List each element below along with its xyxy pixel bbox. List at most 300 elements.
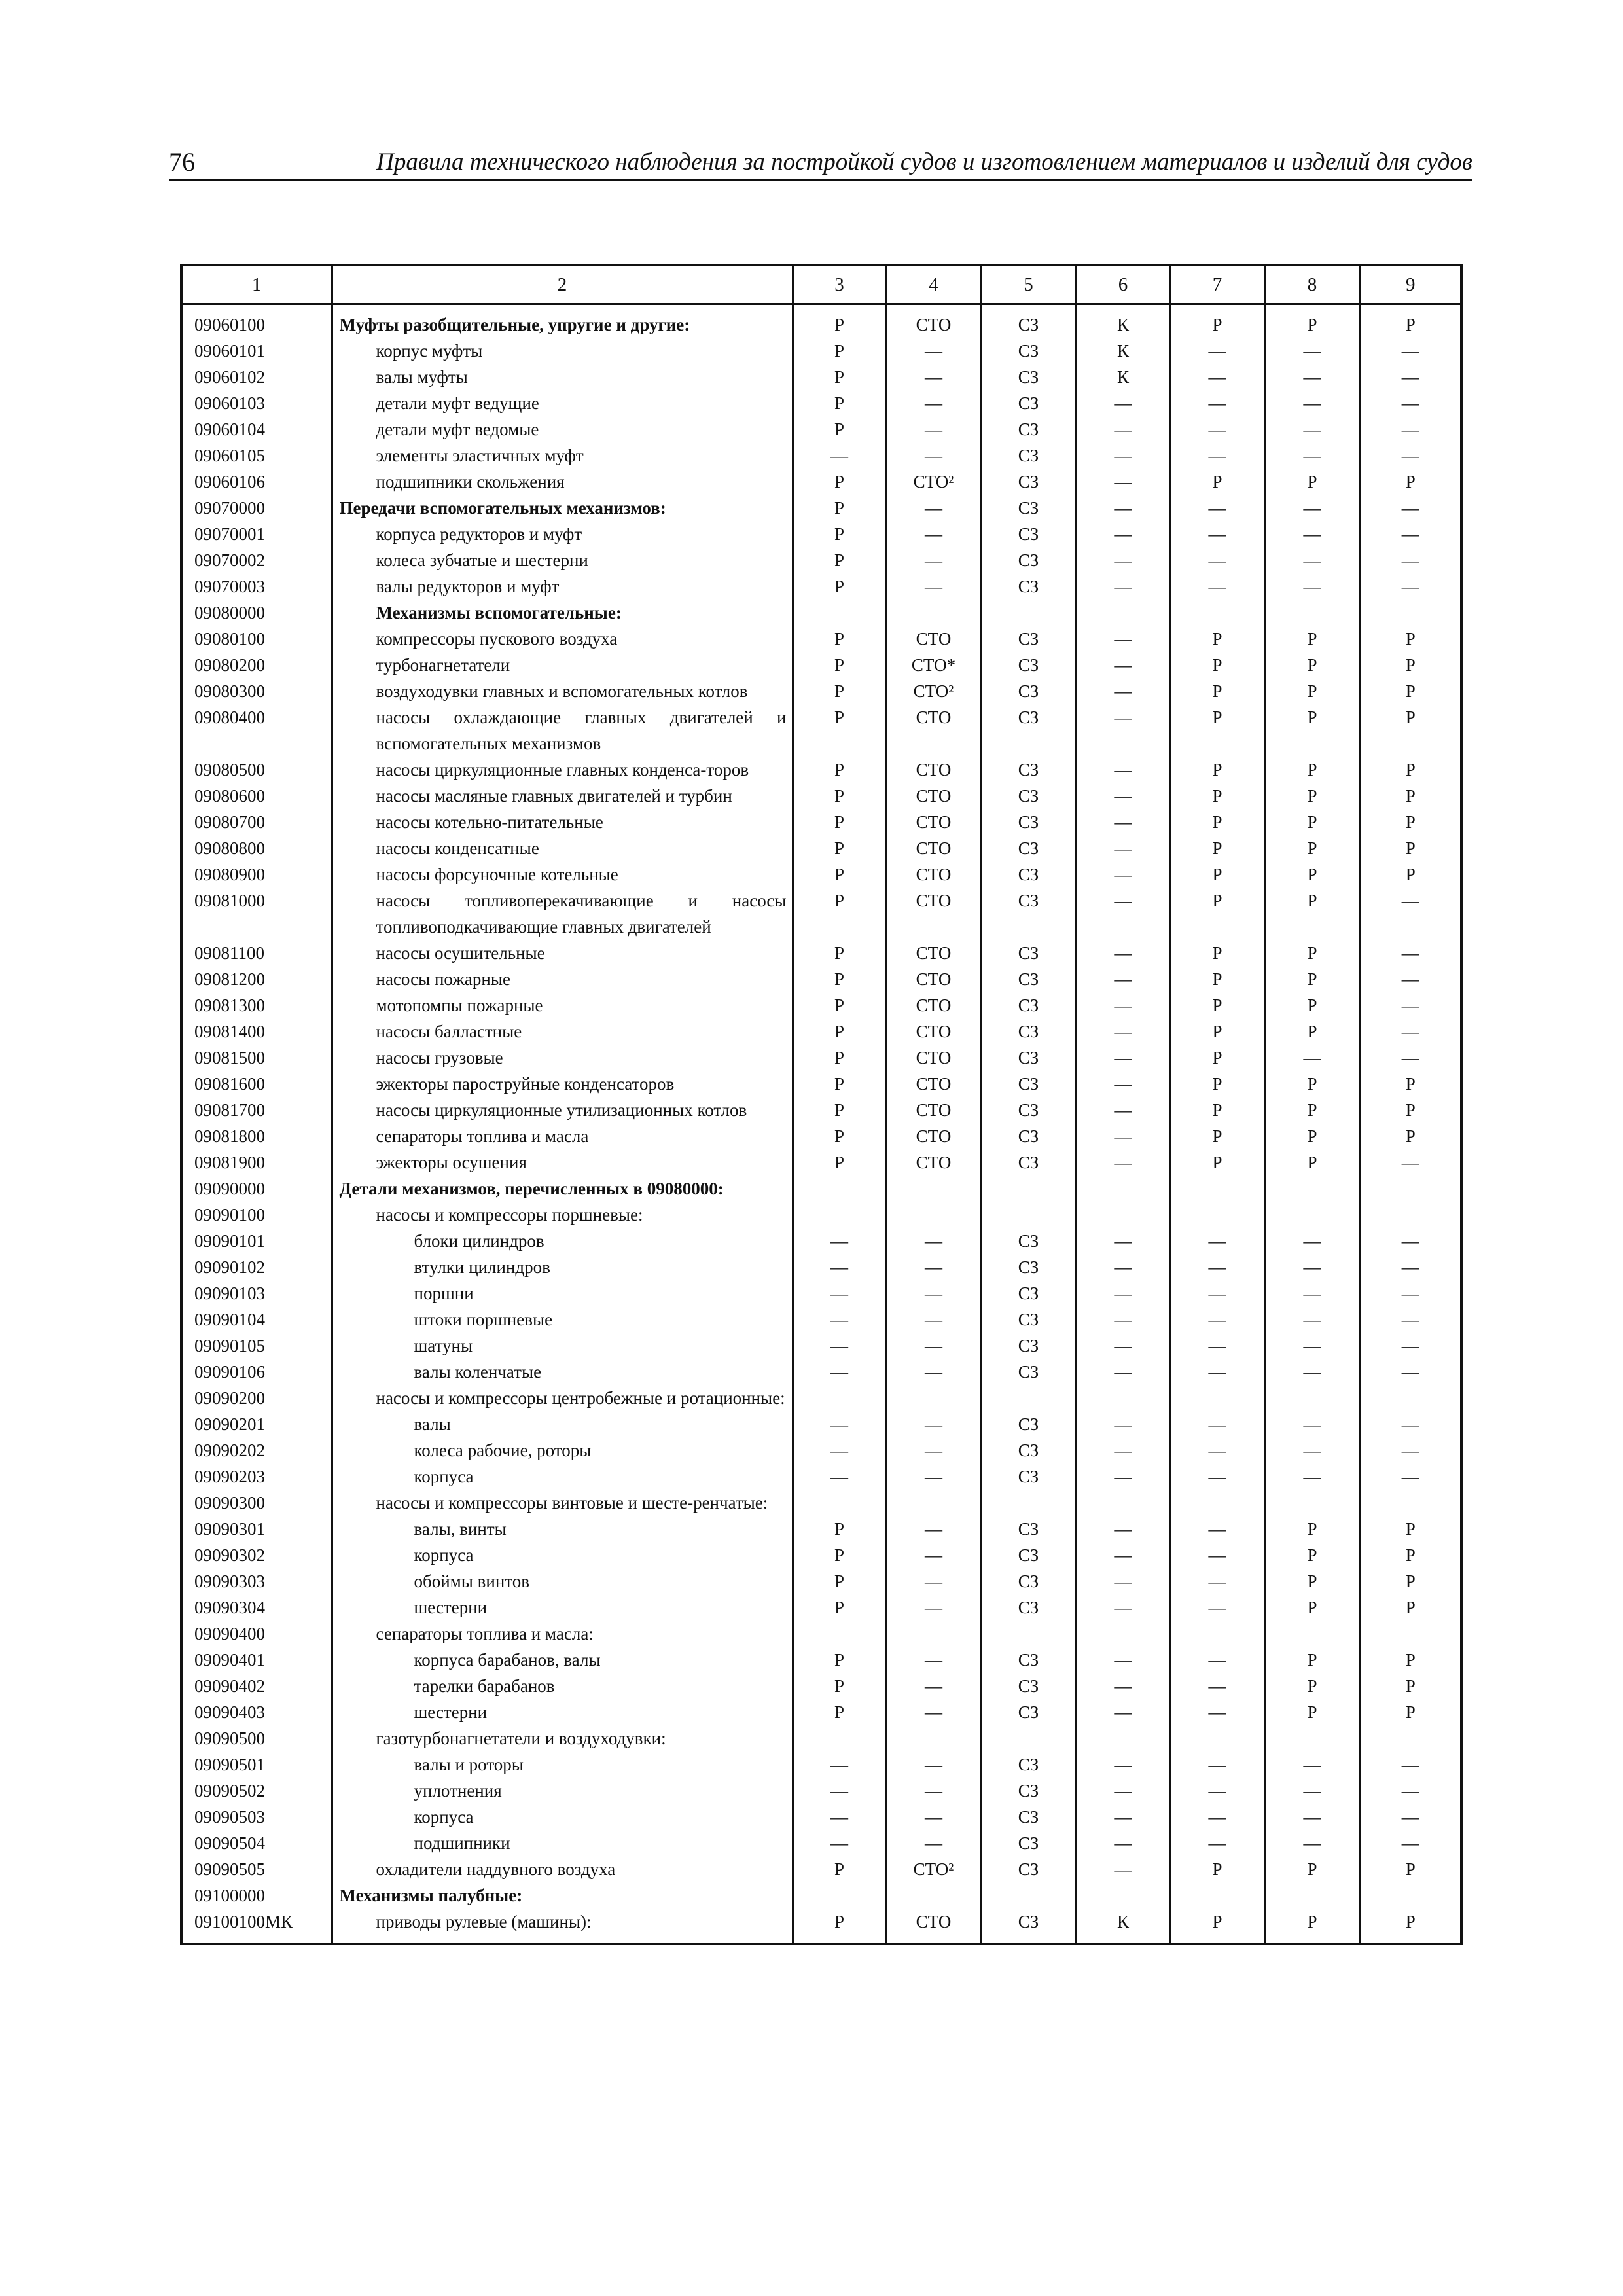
cell-col-9: —	[1360, 364, 1461, 390]
cell-col-9: —	[1360, 416, 1461, 442]
table-row	[181, 1568, 1461, 1594]
cell-col-7: —	[1170, 1647, 1264, 1673]
cell-col-8: Р	[1264, 783, 1360, 809]
cell-col-4: СТО	[886, 704, 981, 757]
table-row	[181, 1830, 1461, 1856]
cell-col-4: —	[886, 1228, 981, 1254]
cell-col-8: Р	[1264, 861, 1360, 888]
cell-col-8: Р	[1264, 1909, 1360, 1944]
cell-col-5: СЗ	[981, 1647, 1076, 1673]
item-code: 09090302	[181, 1542, 332, 1568]
cell-col-4: —	[886, 1280, 981, 1306]
cell-col-4: —	[886, 495, 981, 521]
item-name: воздуходувки главных и вспомогательных котлов	[332, 678, 793, 704]
cell-col-3: Р	[793, 861, 886, 888]
item-code: 09080200	[181, 652, 332, 678]
cell-col-8: Р	[1264, 1647, 1360, 1673]
cell-col-4: СТО	[886, 304, 981, 338]
cell-col-7: —	[1170, 1673, 1264, 1699]
cell-col-4: —	[886, 1437, 981, 1463]
cell-col-5: СЗ	[981, 495, 1076, 521]
table-row	[181, 757, 1461, 783]
cell-col-6: —	[1076, 547, 1170, 573]
table-row	[181, 1045, 1461, 1071]
cell-col-7: —	[1170, 1778, 1264, 1804]
cell-col-7: Р	[1170, 835, 1264, 861]
item-name: обоймы винтов	[332, 1568, 793, 1594]
cell-col-5	[981, 1385, 1076, 1411]
cell-col-8: Р	[1264, 304, 1360, 338]
table-body	[181, 304, 1461, 1945]
cell-col-3: —	[793, 1280, 886, 1306]
item-name: валы редукторов и муфт	[332, 573, 793, 600]
cell-col-7: —	[1170, 1568, 1264, 1594]
item-code: 09090300	[181, 1490, 332, 1516]
cell-col-8: —	[1264, 1280, 1360, 1306]
cell-col-3: Р	[793, 1542, 886, 1568]
cell-col-4: СТО	[886, 1018, 981, 1045]
cell-col-8: —	[1264, 338, 1360, 364]
table-row	[181, 304, 1461, 338]
cell-col-4: СТО	[886, 809, 981, 835]
item-name: насосы грузовые	[332, 1045, 793, 1071]
cell-col-7	[1170, 1490, 1264, 1516]
cell-col-8: Р	[1264, 678, 1360, 704]
item-code: 09081500	[181, 1045, 332, 1071]
cell-col-8: —	[1264, 1306, 1360, 1333]
item-name: колеса рабочие, роторы	[332, 1437, 793, 1463]
cell-col-7: Р	[1170, 940, 1264, 966]
item-code: 09090502	[181, 1778, 332, 1804]
cell-col-3: —	[793, 1306, 886, 1333]
cell-col-7: Р	[1170, 1123, 1264, 1149]
cell-col-5: СЗ	[981, 521, 1076, 547]
cell-col-5: СЗ	[981, 1778, 1076, 1804]
cell-col-5	[981, 1882, 1076, 1909]
cell-col-3: —	[793, 1830, 886, 1856]
cell-col-6: —	[1076, 1123, 1170, 1149]
cell-col-7: Р	[1170, 652, 1264, 678]
cell-col-5: СЗ	[981, 1699, 1076, 1725]
item-code: 09090402	[181, 1673, 332, 1699]
cell-col-8	[1264, 1175, 1360, 1202]
cell-col-9	[1360, 1175, 1461, 1202]
cell-col-4: —	[886, 442, 981, 469]
cell-col-9: Р	[1360, 1909, 1461, 1944]
cell-col-4: —	[886, 1699, 981, 1725]
cell-col-8: —	[1264, 442, 1360, 469]
cell-col-6: —	[1076, 495, 1170, 521]
cell-col-6: —	[1076, 835, 1170, 861]
table-row	[181, 1542, 1461, 1568]
table-row	[181, 600, 1461, 626]
item-code: 09060104	[181, 416, 332, 442]
table-row	[181, 1175, 1461, 1202]
cell-col-9: —	[1360, 1306, 1461, 1333]
cell-col-8: Р	[1264, 1071, 1360, 1097]
cell-col-7: —	[1170, 1437, 1264, 1463]
cell-col-3: Р	[793, 966, 886, 992]
cell-col-4	[886, 1725, 981, 1751]
table-row	[181, 1699, 1461, 1725]
cell-col-4: СТО	[886, 783, 981, 809]
cell-col-6: К	[1076, 1909, 1170, 1944]
cell-col-9: Р	[1360, 626, 1461, 652]
cell-col-5: СЗ	[981, 364, 1076, 390]
cell-col-5: СЗ	[981, 1463, 1076, 1490]
cell-col-9	[1360, 600, 1461, 626]
cell-col-5: СЗ	[981, 1673, 1076, 1699]
cell-col-5: СЗ	[981, 1306, 1076, 1333]
cell-col-4: —	[886, 416, 981, 442]
table-row	[181, 1254, 1461, 1280]
cell-col-9: —	[1360, 1778, 1461, 1804]
column-header: 3	[793, 265, 886, 304]
cell-col-5: СЗ	[981, 416, 1076, 442]
table-row	[181, 1673, 1461, 1699]
cell-col-3	[793, 1490, 886, 1516]
cell-col-8: Р	[1264, 1542, 1360, 1568]
cell-col-5: СЗ	[981, 547, 1076, 573]
cell-col-5: СЗ	[981, 304, 1076, 338]
item-code: 09090102	[181, 1254, 332, 1280]
cell-col-8: Р	[1264, 1149, 1360, 1175]
item-code: 09070001	[181, 521, 332, 547]
cell-col-6: —	[1076, 966, 1170, 992]
header-row	[181, 265, 1461, 304]
column-header: 2	[332, 265, 793, 304]
item-code: 09080700	[181, 809, 332, 835]
cell-col-4: СТО	[886, 888, 981, 940]
item-name: сепараторы топлива и масла	[332, 1123, 793, 1149]
table-row	[181, 416, 1461, 442]
item-name: Муфты разобщительные, упругие и другие:	[332, 304, 793, 338]
cell-col-9	[1360, 1621, 1461, 1647]
table-row	[181, 704, 1461, 757]
cell-col-9	[1360, 1202, 1461, 1228]
table-row	[181, 1280, 1461, 1306]
cell-col-3: Р	[793, 652, 886, 678]
cell-col-3: Р	[793, 1647, 886, 1673]
cell-col-8: Р	[1264, 940, 1360, 966]
cell-col-6: —	[1076, 1359, 1170, 1385]
item-code: 09090505	[181, 1856, 332, 1882]
item-name: элементы эластичных муфт	[332, 442, 793, 469]
item-name: шестерни	[332, 1594, 793, 1621]
cell-col-5: СЗ	[981, 573, 1076, 600]
table-row	[181, 1411, 1461, 1437]
cell-col-6: —	[1076, 1097, 1170, 1123]
cell-col-9: Р	[1360, 704, 1461, 757]
item-code: 09090203	[181, 1463, 332, 1490]
cell-col-4	[886, 1621, 981, 1647]
cell-col-7: Р	[1170, 783, 1264, 809]
cell-col-8: Р	[1264, 888, 1360, 940]
cell-col-6	[1076, 1725, 1170, 1751]
cell-col-7: —	[1170, 1804, 1264, 1830]
item-name: эжекторы пароструйные конденсаторов	[332, 1071, 793, 1097]
cell-col-7: —	[1170, 573, 1264, 600]
cell-col-6: —	[1076, 1568, 1170, 1594]
cell-col-8: —	[1264, 1778, 1360, 1804]
cell-col-8: Р	[1264, 1673, 1360, 1699]
cell-col-9: Р	[1360, 678, 1461, 704]
column-header: 7	[1170, 265, 1264, 304]
cell-col-3: Р	[793, 809, 886, 835]
table-row	[181, 861, 1461, 888]
cell-col-3: —	[793, 1411, 886, 1437]
cell-col-3: Р	[793, 1909, 886, 1944]
cell-col-7: —	[1170, 1516, 1264, 1542]
cell-col-7: Р	[1170, 626, 1264, 652]
cell-col-5: СЗ	[981, 652, 1076, 678]
cell-col-9: Р	[1360, 652, 1461, 678]
cell-col-4: —	[886, 1830, 981, 1856]
cell-col-6: —	[1076, 1280, 1170, 1306]
column-header: 6	[1076, 265, 1170, 304]
cell-col-7: Р	[1170, 1018, 1264, 1045]
cell-col-6: К	[1076, 304, 1170, 338]
cell-col-4: —	[886, 364, 981, 390]
cell-col-4: —	[886, 1568, 981, 1594]
cell-col-8: —	[1264, 364, 1360, 390]
cell-col-5	[981, 1725, 1076, 1751]
cell-col-6: —	[1076, 573, 1170, 600]
cell-col-4: СТО	[886, 1909, 981, 1944]
cell-col-3: —	[793, 1254, 886, 1280]
cell-col-9: Р	[1360, 783, 1461, 809]
cell-col-9: Р	[1360, 1568, 1461, 1594]
cell-col-3: Р	[793, 704, 886, 757]
cell-col-3: Р	[793, 1594, 886, 1621]
cell-col-8	[1264, 1621, 1360, 1647]
cell-col-3	[793, 1385, 886, 1411]
cell-col-4: —	[886, 1673, 981, 1699]
cell-col-8: Р	[1264, 1568, 1360, 1594]
cell-col-7	[1170, 1175, 1264, 1202]
column-header: 4	[886, 265, 981, 304]
item-code: 09100100МК	[181, 1909, 332, 1944]
cell-col-9: Р	[1360, 1071, 1461, 1097]
cell-col-9: —	[1360, 1045, 1461, 1071]
cell-col-8: —	[1264, 1411, 1360, 1437]
item-code: 09090100	[181, 1202, 332, 1228]
cell-col-3: Р	[793, 1071, 886, 1097]
cell-col-4: —	[886, 338, 981, 364]
item-name: блоки цилиндров	[332, 1228, 793, 1254]
cell-col-9: Р	[1360, 835, 1461, 861]
cell-col-3: —	[793, 1359, 886, 1385]
cell-col-4: СТО	[886, 861, 981, 888]
table-row	[181, 1149, 1461, 1175]
item-code: 09090202	[181, 1437, 332, 1463]
item-name: мотопомпы пожарные	[332, 992, 793, 1018]
cell-col-5: СЗ	[981, 1123, 1076, 1149]
cell-col-3: Р	[793, 835, 886, 861]
cell-col-6	[1076, 600, 1170, 626]
cell-col-4: СТО	[886, 626, 981, 652]
cell-col-5: СЗ	[981, 1568, 1076, 1594]
cell-col-8: —	[1264, 573, 1360, 600]
table-row	[181, 1647, 1461, 1673]
cell-col-4: СТО	[886, 1097, 981, 1123]
cell-col-7: —	[1170, 442, 1264, 469]
cell-col-8	[1264, 1202, 1360, 1228]
cell-col-3	[793, 1621, 886, 1647]
item-code: 09070002	[181, 547, 332, 573]
cell-col-8: —	[1264, 1359, 1360, 1385]
item-name: тарелки барабанов	[332, 1673, 793, 1699]
cell-col-7: —	[1170, 416, 1264, 442]
cell-col-4: —	[886, 1333, 981, 1359]
cell-col-6: —	[1076, 1647, 1170, 1673]
table-row	[181, 1385, 1461, 1411]
cell-col-3: Р	[793, 940, 886, 966]
item-code: 09081400	[181, 1018, 332, 1045]
table-row	[181, 1516, 1461, 1542]
item-code: 09081700	[181, 1097, 332, 1123]
item-code: 09081000	[181, 888, 332, 940]
item-name: шатуны	[332, 1333, 793, 1359]
cell-col-4: —	[886, 1306, 981, 1333]
cell-col-3: —	[793, 1228, 886, 1254]
item-code: 09090504	[181, 1830, 332, 1856]
cell-col-3: Р	[793, 1123, 886, 1149]
cell-col-8: Р	[1264, 1856, 1360, 1882]
cell-col-3: —	[793, 1463, 886, 1490]
cell-col-3: Р	[793, 1699, 886, 1725]
table-row	[181, 809, 1461, 835]
item-code: 09080000	[181, 600, 332, 626]
cell-col-3: Р	[793, 678, 886, 704]
item-name: детали муфт ведомые	[332, 416, 793, 442]
cell-col-7: —	[1170, 1830, 1264, 1856]
cell-col-4	[886, 1202, 981, 1228]
item-name: приводы рулевые (машины):	[332, 1909, 793, 1944]
cell-col-8: Р	[1264, 469, 1360, 495]
cell-col-5: СЗ	[981, 1411, 1076, 1437]
cell-col-7: Р	[1170, 992, 1264, 1018]
cell-col-7: Р	[1170, 809, 1264, 835]
table-row	[181, 1202, 1461, 1228]
cell-col-7: —	[1170, 390, 1264, 416]
column-header: 8	[1264, 265, 1360, 304]
cell-col-6: —	[1076, 1804, 1170, 1830]
cell-col-5: СЗ	[981, 1751, 1076, 1778]
cell-col-3: Р	[793, 364, 886, 390]
item-code: 09090301	[181, 1516, 332, 1542]
item-name: газотурбонагнетатели и воздуходувки:	[332, 1725, 793, 1751]
item-name: подшипники скольжения	[332, 469, 793, 495]
item-code: 09090200	[181, 1385, 332, 1411]
item-name: насосы балластные	[332, 1018, 793, 1045]
item-name: корпуса барабанов, валы	[332, 1647, 793, 1673]
item-code: 09080600	[181, 783, 332, 809]
cell-col-4: СТО	[886, 1071, 981, 1097]
item-code: 09080900	[181, 861, 332, 888]
cell-col-7: Р	[1170, 304, 1264, 338]
table-row	[181, 1437, 1461, 1463]
item-code: 09060102	[181, 364, 332, 390]
cell-col-7: —	[1170, 338, 1264, 364]
cell-col-8: —	[1264, 1228, 1360, 1254]
cell-col-7	[1170, 600, 1264, 626]
cell-col-7: —	[1170, 1228, 1264, 1254]
cell-col-4: СТО	[886, 1149, 981, 1175]
cell-col-9: —	[1360, 1018, 1461, 1045]
table-row	[181, 1359, 1461, 1385]
cell-col-6: К	[1076, 364, 1170, 390]
item-code: 09060101	[181, 338, 332, 364]
cell-col-9: —	[1360, 992, 1461, 1018]
cell-col-5: СЗ	[981, 940, 1076, 966]
cell-col-7	[1170, 1202, 1264, 1228]
cell-col-9: Р	[1360, 1594, 1461, 1621]
cell-col-5: СЗ	[981, 678, 1076, 704]
table-row	[181, 547, 1461, 573]
cell-col-6: —	[1076, 1071, 1170, 1097]
table-row	[181, 783, 1461, 809]
item-code: 09090500	[181, 1725, 332, 1751]
cell-col-3: Р	[793, 495, 886, 521]
table-row	[181, 1018, 1461, 1045]
cell-col-3: —	[793, 1437, 886, 1463]
cell-col-5: СЗ	[981, 1228, 1076, 1254]
cell-col-9: Р	[1360, 1516, 1461, 1542]
cell-col-9	[1360, 1385, 1461, 1411]
cell-col-5: СЗ	[981, 1045, 1076, 1071]
cell-col-5: СЗ	[981, 1804, 1076, 1830]
cell-col-4: СТО*	[886, 652, 981, 678]
table-row	[181, 1333, 1461, 1359]
cell-col-7: Р	[1170, 757, 1264, 783]
cell-col-6: —	[1076, 1594, 1170, 1621]
table-row	[181, 835, 1461, 861]
cell-col-6	[1076, 1175, 1170, 1202]
cell-col-8: —	[1264, 1333, 1360, 1359]
cell-col-3: Р	[793, 1673, 886, 1699]
cell-col-5: СЗ	[981, 1254, 1076, 1280]
cell-col-6: —	[1076, 521, 1170, 547]
cell-col-5	[981, 600, 1076, 626]
cell-col-6: —	[1076, 1673, 1170, 1699]
cell-col-7: Р	[1170, 1045, 1264, 1071]
item-name: колеса зубчатые и шестерни	[332, 547, 793, 573]
cell-col-8: Р	[1264, 835, 1360, 861]
cell-col-6: —	[1076, 1751, 1170, 1778]
cell-col-4: —	[886, 1411, 981, 1437]
cell-col-5: СЗ	[981, 1359, 1076, 1385]
item-code: 09090304	[181, 1594, 332, 1621]
cell-col-3: Р	[793, 521, 886, 547]
cell-col-5: СЗ	[981, 992, 1076, 1018]
item-code: 09090403	[181, 1699, 332, 1725]
cell-col-5: СЗ	[981, 338, 1076, 364]
cell-col-6: —	[1076, 757, 1170, 783]
item-name: насосы котельно-питательные	[332, 809, 793, 835]
item-name: Детали механизмов, перечисленных в 09080000:	[332, 1175, 793, 1202]
cell-col-3: —	[793, 1333, 886, 1359]
cell-col-4: СТО	[886, 1045, 981, 1071]
cell-col-4: —	[886, 1751, 981, 1778]
cell-col-6: —	[1076, 1254, 1170, 1280]
cell-col-6: —	[1076, 1830, 1170, 1856]
cell-col-9: —	[1360, 573, 1461, 600]
cell-col-4: СТО	[886, 1123, 981, 1149]
cell-col-7	[1170, 1725, 1264, 1751]
item-code: 09090503	[181, 1804, 332, 1830]
cell-col-7: —	[1170, 1280, 1264, 1306]
